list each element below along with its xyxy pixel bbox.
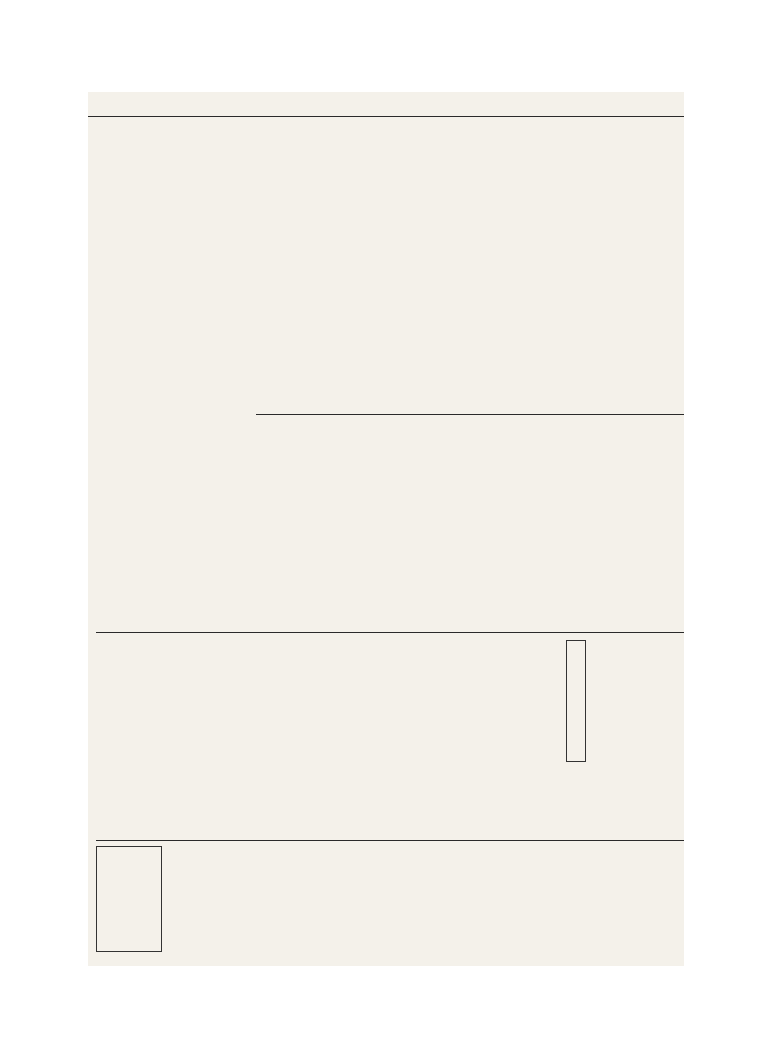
column-rule-1 <box>256 414 684 415</box>
article-3-title2 <box>194 236 220 416</box>
article-6-box-title <box>566 640 586 762</box>
article-7-title <box>452 580 470 730</box>
article-3-title <box>222 236 252 346</box>
radio-body <box>101 851 139 947</box>
article-3-body <box>96 236 172 354</box>
article-2-body <box>258 124 408 244</box>
article-7-body <box>358 580 430 690</box>
article-7-subtitle <box>434 580 450 710</box>
article-1-title <box>642 124 678 244</box>
article-6-body <box>500 640 560 820</box>
article-2-title <box>478 124 506 334</box>
article-4-subtitle <box>302 446 316 576</box>
article-5-title <box>530 500 554 650</box>
article-3-subtitle <box>176 288 192 398</box>
article-6-subtitle <box>588 680 602 830</box>
article-5-subtitle <box>512 536 526 656</box>
column-rule-2 <box>96 632 684 633</box>
radio-title <box>141 851 157 911</box>
article-8-title <box>220 680 250 830</box>
article-4-title2 <box>318 420 348 600</box>
article-4-body <box>258 420 298 520</box>
article-5-body <box>440 500 508 640</box>
article-6-title <box>606 640 632 800</box>
article-10-body <box>440 820 516 960</box>
column-rule-3 <box>96 840 684 841</box>
article-9-title <box>646 850 678 960</box>
header-rule <box>88 116 684 117</box>
article-10-title <box>520 810 552 910</box>
radio-listing <box>96 846 162 952</box>
article-8-body <box>110 680 214 810</box>
page-header <box>88 98 684 114</box>
article-2-subtitle <box>414 200 434 380</box>
article-1-body <box>500 128 618 328</box>
article-4-title <box>350 420 372 580</box>
article-2-title2 <box>436 124 472 374</box>
article-9-body <box>560 850 642 960</box>
article-1-subtitle <box>624 128 640 298</box>
